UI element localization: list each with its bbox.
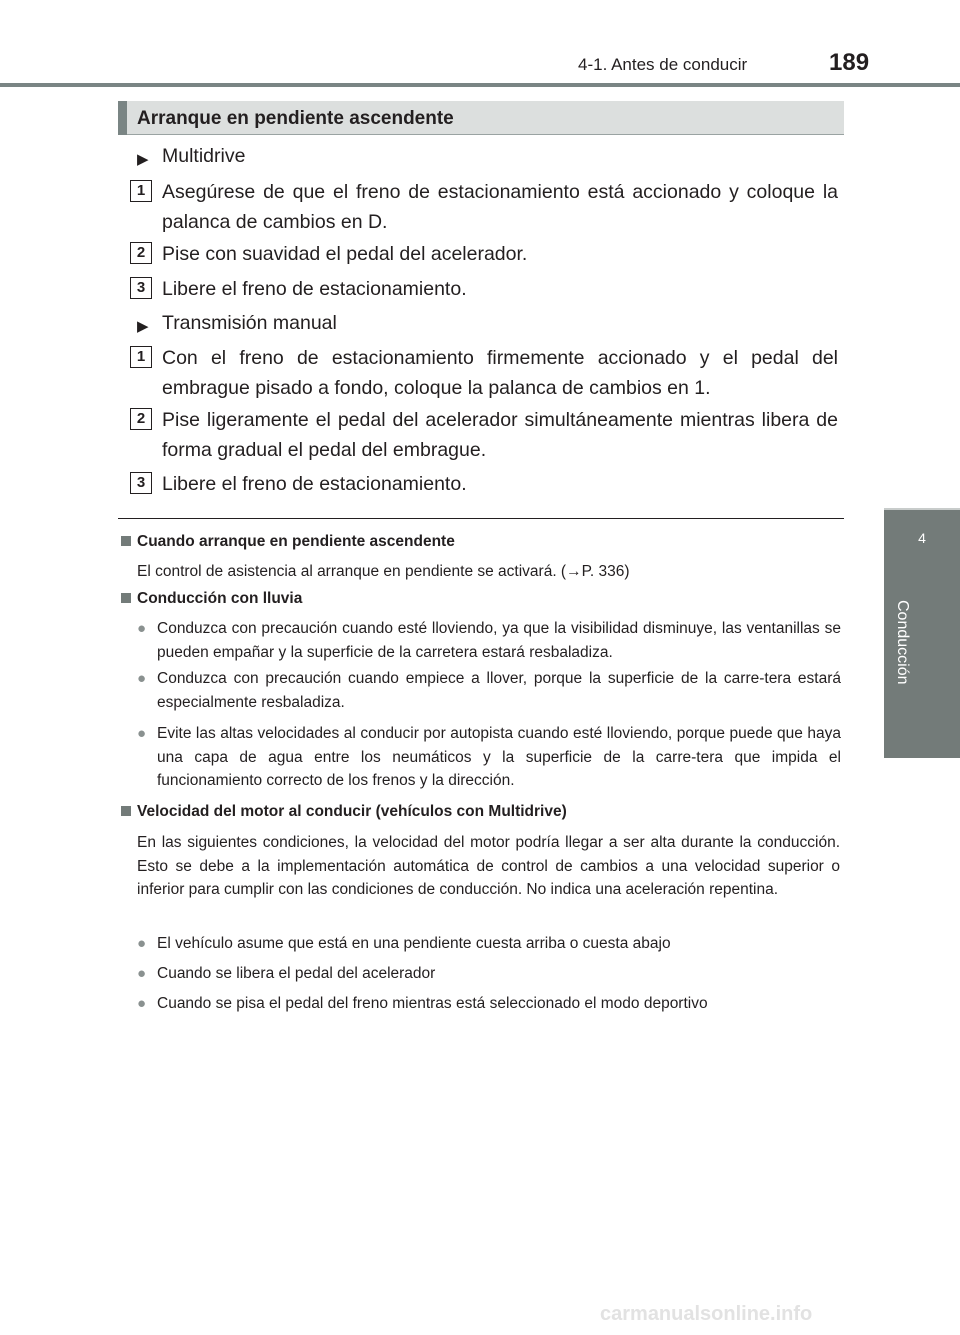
note-paragraph: El control de asistencia al arranque en pendiente se activará. (→P. 336) <box>137 563 630 580</box>
dot-bullet-icon: ● <box>137 935 147 952</box>
square-bullet-icon <box>121 593 131 603</box>
chapter-tab-line <box>884 508 960 510</box>
page-number: 189 <box>829 49 870 76</box>
dot-bullet-icon: ● <box>137 725 147 742</box>
triangle-bullet-icon: ▶ <box>137 151 149 168</box>
step-number: 1 <box>130 346 152 368</box>
subheading-multidrive: Multidrive <box>162 145 246 167</box>
watermark: carmanualsonline.info <box>600 1303 813 1325</box>
triangle-bullet-icon: ▶ <box>137 318 149 335</box>
step-number: 3 <box>130 472 152 494</box>
step-text: Pise ligeramente el pedal del acelerador simultáneamente mientras libera de forma gradual el pedal del embrague. <box>162 409 838 461</box>
note-heading: Conducción con lluvia <box>121 590 302 608</box>
notes-divider <box>118 518 844 519</box>
square-bullet-icon <box>121 536 131 546</box>
square-bullet-icon <box>121 806 131 816</box>
step-text: Pise con suavidad el pedal del acelerador. <box>162 243 528 265</box>
chapter-number: 4 <box>918 530 926 546</box>
dot-bullet-icon: ● <box>137 670 147 687</box>
running-header: 4-1. Antes de conducir <box>578 55 748 74</box>
step-text: Asegúrese de que el freno de estacionamiento está accionado y coloque la palanca de cambios en D. <box>162 181 838 233</box>
bullet-text: Cuando se pisa el pedal del freno mientras está seleccionado el modo deportivo <box>157 995 708 1012</box>
step-number: 2 <box>130 408 152 430</box>
step-text: Libere el freno de estacionamiento. <box>162 278 467 300</box>
section-title-stripe <box>118 101 127 135</box>
header-rule <box>0 83 960 87</box>
note-paragraph: En las siguientes condiciones, la velocidad del motor podría llegar a ser alta durante la conducción. Esto se debe a la implementación automática de control de cambios a una velocidad superior o inferior para cumplir con las condiciones de conducción. No indica una aceleración repentina. <box>137 834 840 898</box>
chapter-label: Conducción <box>894 600 911 685</box>
bullet-text: Cuando se libera el pedal del acelerador <box>157 965 436 982</box>
step-number: 3 <box>130 277 152 299</box>
subheading-manual: Transmisión manual <box>162 312 337 334</box>
bullet-text: El vehículo asume que está en una pendiente cuesta arriba o cuesta abajo <box>157 935 671 952</box>
step-number: 1 <box>130 180 152 202</box>
step-number: 2 <box>130 242 152 264</box>
bullet-text: Evite las altas velocidades al conducir por autopista cuando esté lloviendo, porque puede que haya una capa de agua entre los neumáticos y la superficie de la carre-tera que impida el funcionamiento correcto de los frenos y la dirección. <box>157 725 841 789</box>
bullet-text: Conduzca con precaución cuando empiece a llover, porque la superficie de la carre-tera estará especialmente resbaladiza. <box>157 670 841 711</box>
section-title: Arranque en pendiente ascendente <box>137 108 454 129</box>
dot-bullet-icon: ● <box>137 620 147 637</box>
step-text: Con el freno de estacionamiento firmemente accionado y el pedal del embrague pisado a fondo, coloque la palanca de cambios en 1. <box>162 347 838 399</box>
dot-bullet-icon: ● <box>137 995 147 1012</box>
bullet-text: Conduzca con precaución cuando esté lloviendo, ya que la visibilidad disminuye, las ventanillas se pueden empañar y la superficie de la carretera estará resbaladiza. <box>157 620 841 661</box>
note-heading: Cuando arranque en pendiente ascendente <box>121 533 455 551</box>
note-heading: Velocidad del motor al conducir (vehículos con Multidrive) <box>121 803 567 821</box>
dot-bullet-icon: ● <box>137 965 147 982</box>
step-text: Libere el freno de estacionamiento. <box>162 473 467 495</box>
